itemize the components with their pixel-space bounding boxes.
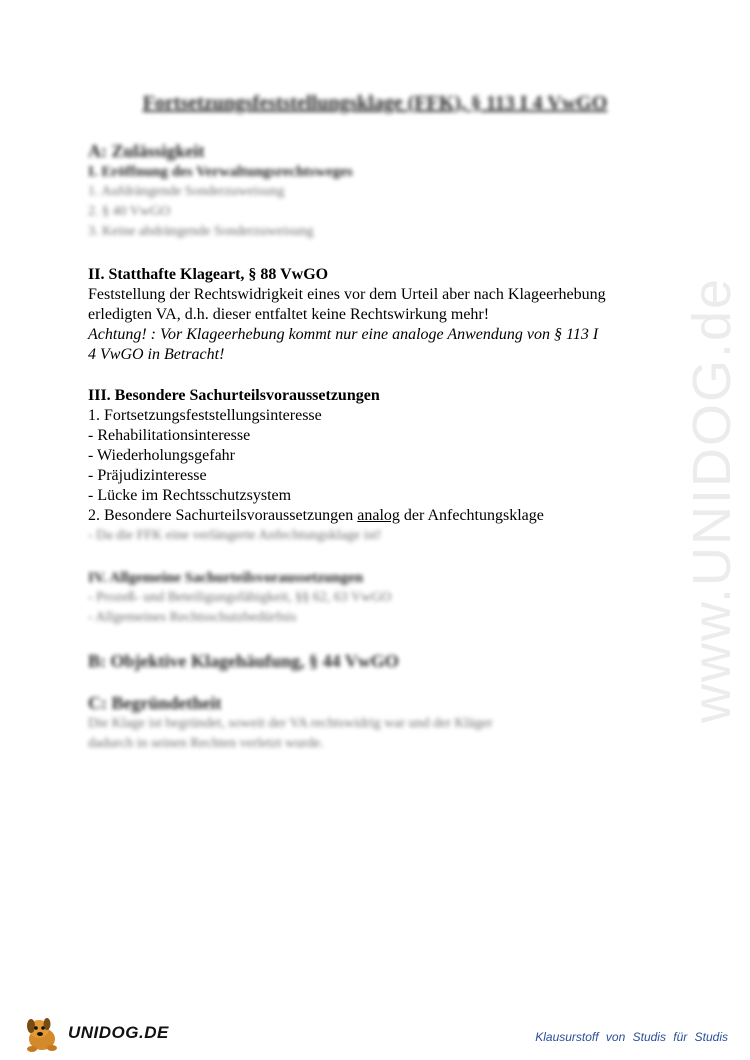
paragraph-line: dadurch in seinen Rechten verletzt wurde. xyxy=(88,736,324,751)
paragraph-line: Feststellung der Rechtswidrigkeit eines vor dem Urteil aber nach Klageerhebung xyxy=(88,286,606,303)
note-line: 4 VwGO in Betracht! xyxy=(88,346,225,363)
list-item: 1. Aufdrängende Sonderzuweisung xyxy=(88,184,285,199)
item2-prefix: 2. Besondere Sachurteilsvoraussetzungen xyxy=(88,507,358,524)
list-item xyxy=(88,506,678,526)
page-title: Fortsetzungsfeststellungsklage (FFK), § 113 I 4 VwGO xyxy=(142,92,608,114)
logo-text: UNIDOG.DE xyxy=(68,1023,169,1042)
dog-mascot-icon xyxy=(22,1012,64,1054)
list-item: - Lücke im Rechtsschutzsystem xyxy=(88,487,292,504)
list-item: - Präjudizinteresse xyxy=(88,467,207,484)
section-b-heading: B: Objektive Klagehäufung, § 44 VwGO xyxy=(88,651,399,671)
section-c-heading: C: Begründetheit xyxy=(88,693,222,713)
list-item: - Rehabilitationsinteresse xyxy=(88,427,251,444)
list-item: 2. § 40 VwGO xyxy=(88,204,171,219)
section-ii-heading: II. Statthafte Klageart, § 88 VwGO xyxy=(88,266,329,283)
list-item: - Wiederholungsgefahr xyxy=(88,447,236,464)
section-c xyxy=(88,692,678,754)
section-b xyxy=(88,650,678,672)
section-a-heading: A: Zulässigkeit xyxy=(88,141,205,161)
section-iv-heading: IV. Allgemeine Sachurteilsvoraussetzungen xyxy=(88,570,364,586)
section-iv xyxy=(88,568,678,628)
watermark: www.UNIDOG.de xyxy=(682,276,742,724)
item2-underlined: analog xyxy=(357,507,400,524)
section-iii-heading: III. Besondere Sachurteilsvoraussetzungen xyxy=(88,387,380,404)
section-a-subheading: I. Eröffnung des Verwaltungsrechtsweges xyxy=(88,164,353,180)
list-item: - Da die FFK eine verlängerte Anfechtungsklage ist! xyxy=(88,528,382,543)
section-iii xyxy=(88,386,678,546)
footer-tagline: Klausurstoff von Studis für Studis xyxy=(535,1030,728,1044)
unidog-logo xyxy=(22,1012,169,1054)
section-a xyxy=(88,140,678,242)
list-item: - Allgemeines Rechtsschutzbedürfnis xyxy=(88,610,297,625)
list-item: 3. Keine abdrängende Sonderzuweisung xyxy=(88,224,314,239)
paragraph-line: erledigten VA, d.h. dieser entfaltet keine Rechtswirkung mehr! xyxy=(88,306,490,323)
item2-suffix: der Anfechtungsklage xyxy=(399,507,544,524)
paragraph-line: Die Klage ist begründet, soweit der VA rechtswidrig war und der Kläger xyxy=(88,716,493,731)
list-item: - Prozeß- und Beteiligungsfähigkeit, §§ 62, 63 VwGO xyxy=(88,590,392,605)
note-line: Achtung! : Vor Klageerhebung kommt nur eine analoge Anwendung von § 113 I xyxy=(88,326,599,343)
list-item: 1. Fortsetzungsfeststellungsinteresse xyxy=(88,407,322,424)
section-ii xyxy=(88,265,678,365)
